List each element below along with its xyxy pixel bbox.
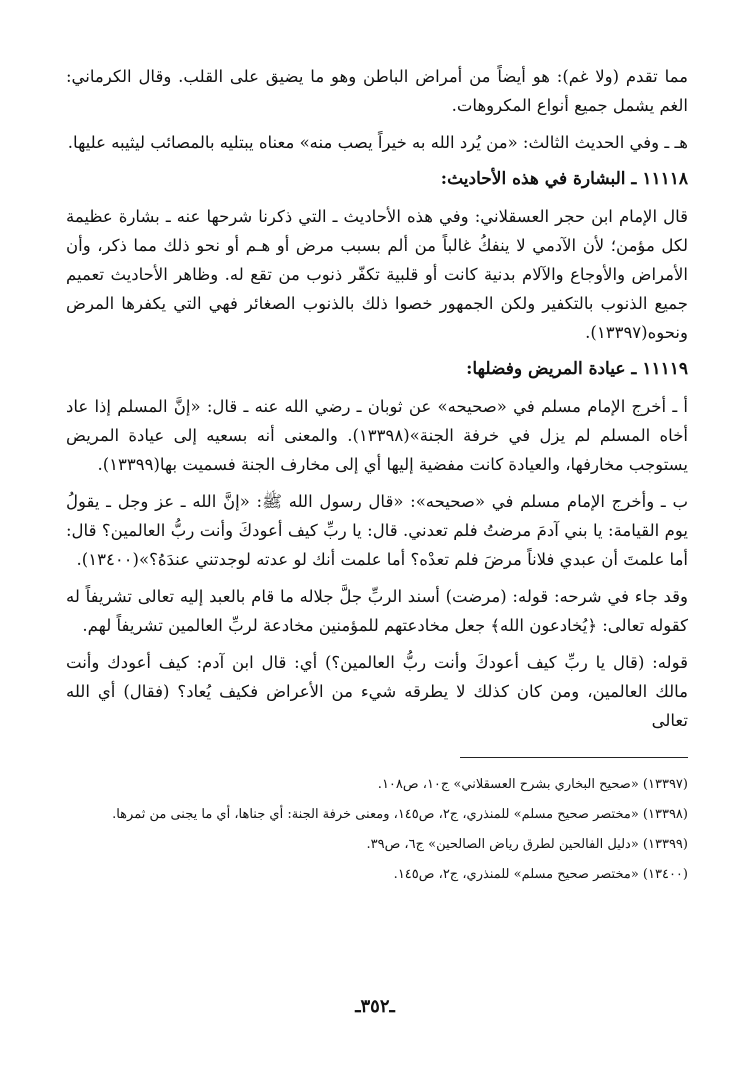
footnote: (١٣٣٩٧) «صحيح البخاري بشرح العسقلاني» ج١٠، ص١٠٨. — [377, 777, 688, 792]
paragraph: مما تقدم (ولا غم): هو أيضاً من أمراض الباطن وهو ما يضيق على القلب. وقال الكرماني: الغم يشمل جميع أنواع المكروهات. — [66, 67, 688, 115]
paragraph: وقد جاء في شرحه: قوله: (مرضت) أسند الربِّ جلَّ جلاله ما قام بالعبد إليه تعالى تشريفاً له كقوله تعالى: ﴿يُخادعون الله﴾ جعل مخادعتهم للمؤمنين مخادعة لربِّ العالمين تشريفاً لهم. — [66, 587, 688, 635]
section-heading: ١١١١٩ ـ عيادة المريض وفضلها: — [466, 359, 688, 379]
paragraph: هـ ـ وفي الحديث الثالث: «من يُرد الله به خيراً يصب منه» معناه يبتليه بالمصائب ليثيبه عليها. — [67, 133, 688, 152]
paragraph: قوله: (قال يا ربِّ كيف أعودكَ وأنت ربُّ العالمين؟) أي: قال ابن آدم: كيف أعودك وأنت مالك العالمين، ومن كان كذلك لا يطرقه شيء من الأعراض فكيف يُعاد؟ (فقال) أي الله تعالى — [66, 653, 688, 730]
paragraph: أ ـ أخرج الإمام مسلم في «صحيحه» عن ثوبان ـ رضي الله عنه ـ قال: «إنَّ المسلم إذا عاد أخاه المسلم لم يزل في خرفة الجنة»(١٣٣٩٨). والمعنى أنه بسعيه إلى عيادة المريض يستوجب مخارفها، والعيادة كانت مفضية إليها أي إلى مخارف الجنة فسميت بها(١٣٣٩٩). — [66, 397, 688, 474]
footnote: (١٣٣٩٩) «دليل الفالحين لطرق رياض الصالحين» ج٦، ص٣٩. — [366, 837, 688, 852]
paragraph: قال الإمام ابن حجر العسقلاني: وفي هذه الأحاديث ـ التي ذكرنا شرحها عنه ـ بشارة عظيمة لكل مؤمن؛ لأن الآدمي لا ينفكُ غالباً من ألم بسبب مرض أو هـم أو نحو ذلك مما ذكر، وأن الأمراض والأوجاع والآلام بدنية كانت أو قلبية تكفّر ذنوب من تقع له. وظاهر الأحاديث تعميم جميع الذنوب بالتكفير ولكن الجمهور خصوا ذلك بالذنوب الصغائر فهي التي يكفرها المرض ونحوه(١٣٣٩٧). — [66, 207, 688, 342]
footnote: (١٣٣٩٨) «مختصر صحيح مسلم» للمنذري، ج٢، ص١٤٥، ومعنى خرفة الجنة: أي جناها، أي ما يجنى من ثمرها. — [112, 807, 688, 822]
footnote: (١٣٤٠٠) «مختصر صحيح مسلم» للمنذري، ج٢، ص١٤٥. — [393, 867, 688, 882]
page-number: ـ٣٥٢ـ — [355, 996, 395, 1017]
paragraph: ب ـ وأخرج الإمام مسلم في «صحيحه»: «قال رسول الله ﷺ: «إنَّ الله ـ عز وجل ـ يقولُ يوم القيامة: يا بني آدمَ مرضتُ فلم تعدني. قال: يا ربِّ كيف أعودكَ وأنت ربُّ العالمين؟ قال: أما علمتَ أن عبدي فلاناً مرضَ فلم تعدْه؟ أما علمت أنك لو عدته لوجدتني عندَهُ؟»(١٣٤٠٠). — [66, 492, 688, 569]
section-heading: ١١١١٨ ـ البشارة في هذه الأحاديث: — [440, 169, 688, 189]
footnotes — [66, 772, 688, 888]
main-text — [66, 62, 688, 735]
footnote-divider — [460, 757, 688, 758]
